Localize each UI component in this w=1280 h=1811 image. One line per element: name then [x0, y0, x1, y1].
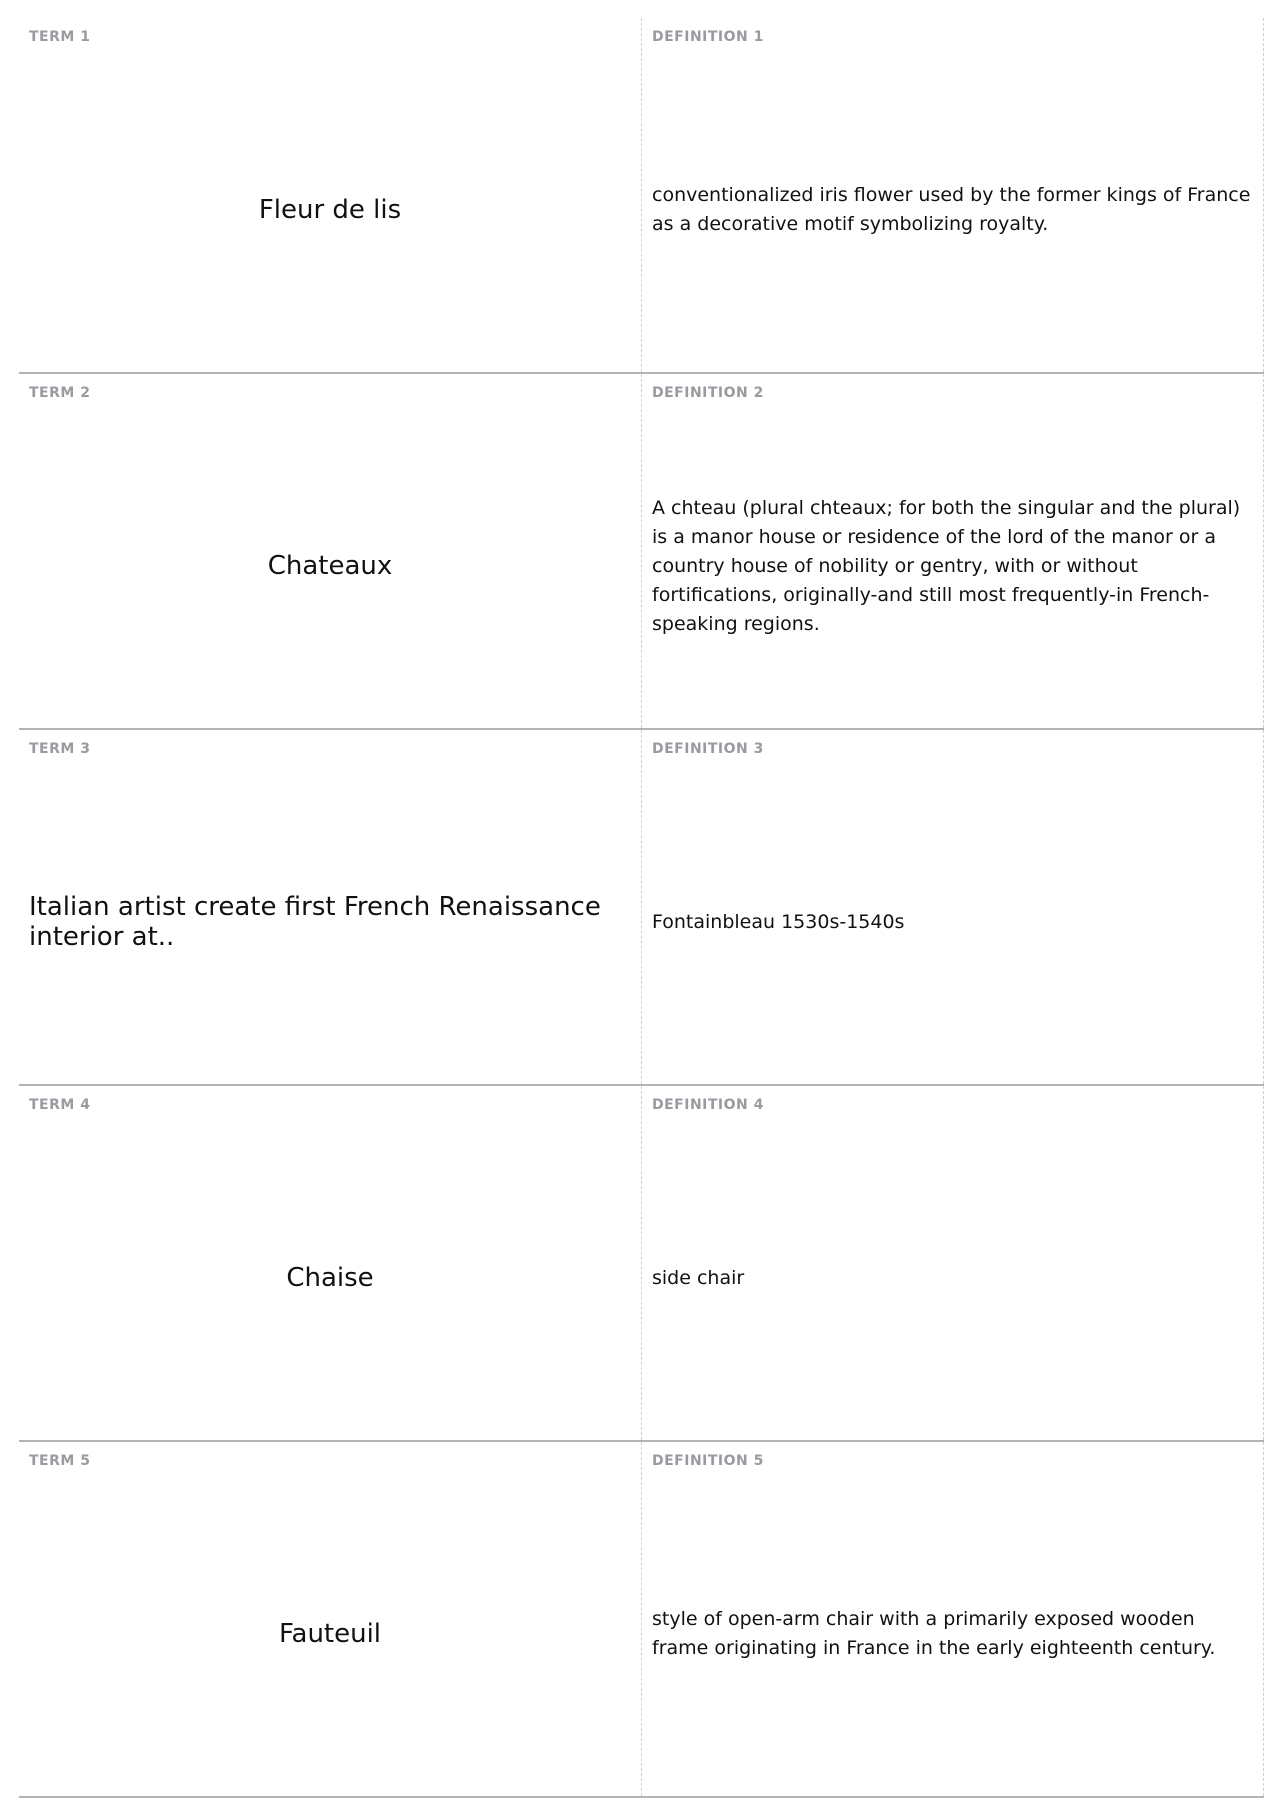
definition-label: DEFINITION 1	[652, 29, 764, 45]
term-text: Fauteuil	[278, 1619, 382, 1649]
definition-label: DEFINITION 2	[652, 385, 764, 401]
definition-body	[652, 1472, 1255, 1796]
definition-cell-5	[642, 1442, 1264, 1796]
definition-body	[652, 760, 1255, 1084]
definition-cell-1	[642, 18, 1264, 372]
term-cell-4	[19, 1086, 642, 1440]
definition-label: DEFINITION 5	[652, 1453, 764, 1469]
definition-label: DEFINITION 3	[652, 741, 764, 757]
term-cell-2	[19, 374, 642, 728]
flashcard-row-4	[19, 1086, 1264, 1442]
flashcard-sheet	[19, 18, 1264, 1798]
term-label: TERM 2	[29, 385, 91, 401]
term-label: TERM 4	[29, 1097, 91, 1113]
definition-cell-3	[642, 730, 1264, 1084]
term-cell-5	[19, 1442, 642, 1796]
definition-body	[652, 404, 1255, 728]
flashcard-row-3	[19, 730, 1264, 1086]
definition-text: A chteau (plural chteaux; for both the singular and the plural) is a manor house or residence of the lord of the manor or a country house of nobility or gentry, with or without fortifications, originally-and still most frequently-in French-speaking regions.	[652, 496, 1241, 635]
definition-text: Fontainbleau 1530s-1540s	[652, 910, 905, 933]
term-cell-1	[19, 18, 642, 372]
definition-cell-2	[642, 374, 1264, 728]
definition-text: side chair	[652, 1266, 745, 1289]
definition-text: style of open-arm chair with a primarily exposed wooden frame originating in France in the early eighteenth century.	[652, 1608, 1216, 1659]
term-text: Chateaux	[267, 551, 393, 581]
term-label: TERM 5	[29, 1453, 91, 1469]
definition-label: DEFINITION 4	[652, 1097, 764, 1113]
term-text: Fleur de lis	[258, 195, 402, 225]
definition-body	[652, 48, 1255, 372]
definition-body	[652, 1116, 1255, 1440]
term-cell-3	[19, 730, 642, 1084]
definition-cell-4	[642, 1086, 1264, 1440]
term-label: TERM 3	[29, 741, 91, 757]
flashcard-row-2	[19, 374, 1264, 730]
flashcard-row-1	[19, 18, 1264, 374]
term-text: Italian artist create first French Renaissance interior at..	[29, 892, 601, 952]
term-label: TERM 1	[29, 29, 91, 45]
flashcard-row-5	[19, 1442, 1264, 1798]
term-text: Chaise	[286, 1263, 374, 1293]
definition-text: conventionalized iris flower used by the former kings of France as a decorative motif symbolizing royalty.	[652, 184, 1251, 235]
